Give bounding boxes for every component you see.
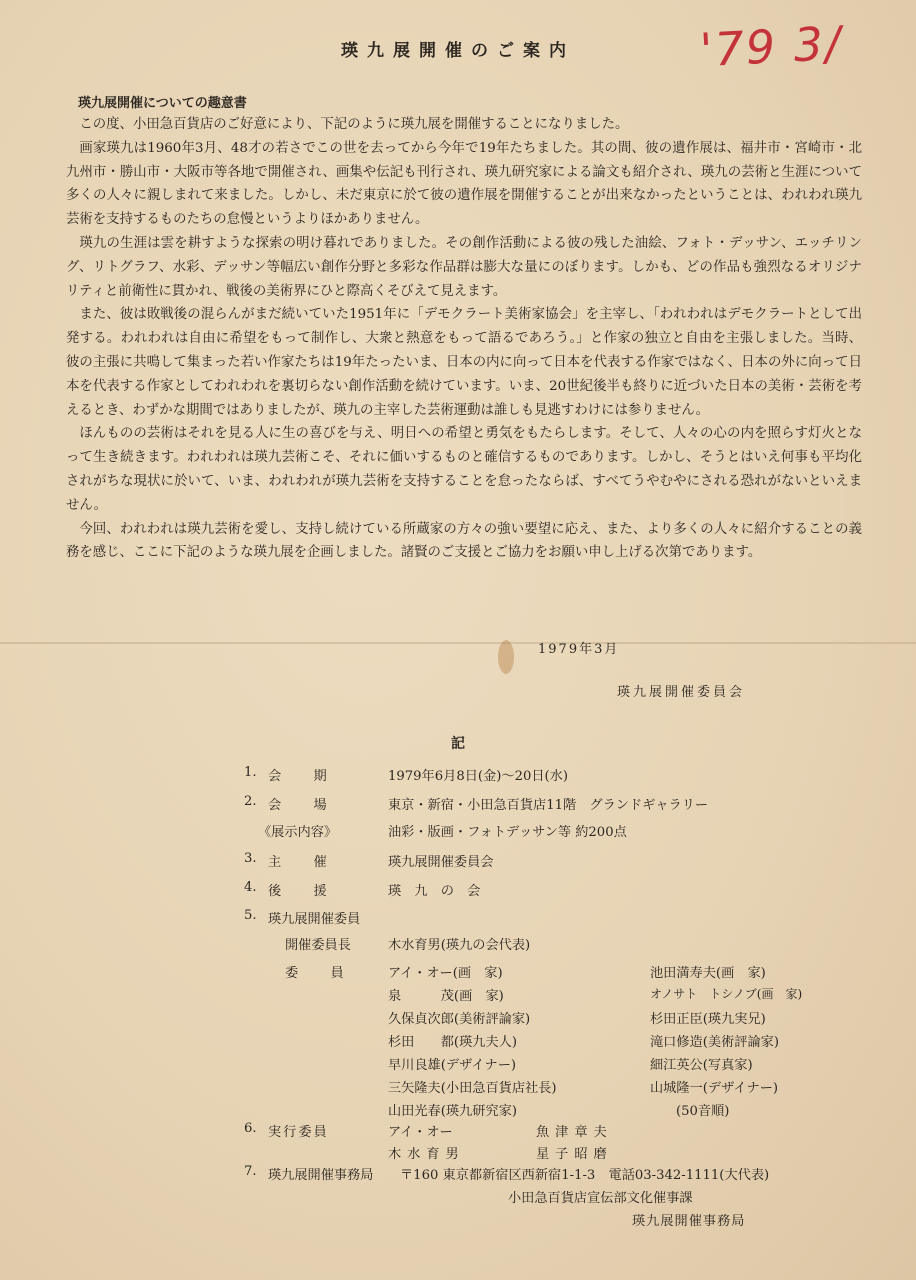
item-number: 3. [244,851,257,866]
item-number: 7. [244,1164,257,1179]
paragraph-2: 画家瑛九は1960年3月、48才の若さでこの世を去ってから今年で19年たちました。其の間、彼の遺作展は、福井市・宮崎市・北九州市・勝山市・大阪市等各地で開催され、画集や伝記も刊行され、瑛九研究家による論文も紹介され、瑛九の芸術と生涯について多くの人々に親しまれて来ました。しかし、未だ東京に於て彼の遺作展を開催することが出来なかったということは、われわれ瑛九芸術を支持するものたちの怠慢というよりほかありません。 [66,140,862,228]
item-value: 東京・新宿・小田急百貨店11階 グランドギャラリー [388,798,709,813]
item-label: 会 期 [268,769,329,784]
member-left-4: 杉田 都(瑛九夫人) [388,1035,517,1050]
item-number: 2. [244,794,257,809]
item-number: 1. [244,765,257,780]
item-label: 後 援 [268,884,329,899]
item-number: 4. [244,880,257,895]
paragraph-1: この度、小田急百貨店のご好意により、下記のように瑛九展を開催することになりました。 [79,117,629,132]
member-right-3: 杉田正臣(瑛九実兄) [650,1012,766,1027]
paragraph-5: ほんものの芸術はそれを見る人に生の喜びを与え、明日への希望と勇気をもたらします。そして、人々の心の内を照らす灯火となって生き続きます。われわれは瑛九芸術こそ、それに価いするものと確信するものであります。しかし、そうとはいえ何事も平均化されがちな現状に於いて、いま、われわれが瑛九芸術を支持することを怠ったならば、すべてうやむやにされる恐れがないといえません。 [66,426,862,513]
paragraph-4: また、彼は敗戦後の混らんがまだ続いていた1951年に「デモクラート美術家協会」を主宰し、「われわれはデモクラートとして出発する。われわれは自由に希望をもって制作し、大衆と熱意をもって語るであろう。」と作家の独立と自由を主張しました。当時、彼の主張に共鳴して集まった若い作家たちは19年たったいま、日本の内に向って日本を代表する作家ではなく、日本の外に向って日本を代表する作家としてわれわれを裏切らない創作活動を続けています。いま、20世紀後半も終りに近づいた日本の美術・芸術を考えるとき、わずかな期間ではありましたが、瑛九の主宰した芸術運動は誰しも見逃すわけには参りません。 [66,307,862,418]
office-department: 小田急百貨店宣伝部文化催事課 [508,1191,693,1206]
ki-heading: 記 [451,736,465,752]
member-right-6: 山城隆一(デザイナー) [650,1081,779,1096]
item-value: 油彩・版画・フォトデッサン等 約200点 [388,825,627,840]
member-right-1: 池田満寿夫(画 家) [650,966,766,981]
paper-fold-line [0,642,916,644]
handwritten-date-note: '79 3/ [698,15,844,78]
member-right-2: オノサト トシノブ(画 家) [650,987,803,1001]
item-label: 瑛九展開催事務局 [268,1168,374,1183]
item-label: 会 場 [268,798,329,813]
prospectus-body [66,113,862,565]
issuer-committee: 瑛九展開催委員会 [617,685,746,700]
office-name: 瑛九展開催事務局 [632,1214,746,1229]
office-address: 〒160 東京都新宿区西新宿1-1-3 電話03-342-1111(大代表) [400,1168,770,1183]
member-right-7: (50音順) [676,1104,730,1119]
item-value: 1979年6月8日(金)～20日(水) [388,769,569,784]
item-label: 開催委員長 [285,938,351,953]
paragraph-6: 今回、われわれは瑛九芸術を愛し、支持し続けている所蔵家の方々の強い要望に応え、また、より多くの人々に紹介することの義務を感じ、ここに下記のような瑛九展を企画しました。諸賢のご支援とご協力をお願い申し上げる次第であります。 [66,521,862,561]
item-value: 瑛九展開催委員会 [388,855,494,870]
item-label: 瑛九展開催委員 [268,912,361,927]
member-left-7: 山田光春(瑛九研究家) [388,1104,517,1119]
paragraph-3: 瑛九の生涯は雲を耕すような探索の明け暮れでありました。その創作活動による彼の残した油絵、フォト・デッサン、エッチリング、リトグラフ、水彩、デッサン等幅広い創作分野と多彩な作品群は膨大な量にのぼります。しかも、どの作品も強烈なるオリジナリティと前衛性に貫かれ、戦後の美術界にひと際高くそびえて見えます。 [66,235,863,299]
member-right-5: 細江英公(写真家) [650,1058,753,1073]
member-left-6: 三矢隆夫(小田急百貨店社長) [388,1081,557,1096]
exec-member-2: 魚津章夫 [536,1125,613,1140]
exec-member-1: アイ・オー [388,1125,453,1140]
prospectus-heading: 瑛九展開催についての趣意書 [78,96,247,111]
paper-stain [498,640,514,674]
member-left-3: 久保貞次郎(美術評論家) [388,1012,531,1027]
members-label: 委 員 [285,966,346,981]
issue-date: 1979年3月 [538,642,620,657]
item-value: 瑛 九 の 会 [388,884,481,899]
member-left-1: アイ・オー(画 家) [388,966,503,981]
item-label: 実行委員 [268,1125,329,1140]
item-value: 木水育男(瑛九の会代表) [388,938,531,953]
exec-member-4: 星子昭磨 [536,1147,613,1162]
item-number: 6. [244,1121,257,1136]
item-label: 《展示内容》 [258,825,338,840]
item-number: 5. [244,908,257,923]
item-label: 主 催 [268,855,329,870]
member-left-5: 早川良雄(デザイナー) [388,1058,517,1073]
member-left-2: 泉 茂(画 家) [388,989,504,1004]
exec-member-3: 木水育男 [388,1147,465,1162]
document-title: 瑛九展開催のご案内 [341,41,575,61]
member-right-4: 滝口修造(美術評論家) [650,1035,779,1050]
